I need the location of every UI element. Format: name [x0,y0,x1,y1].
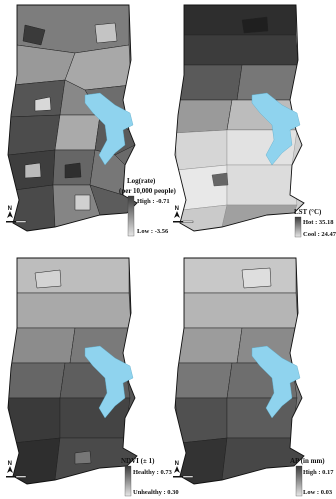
legend-title: NDVI (± 1) [121,457,155,465]
legend-high: High : 0.17 [303,469,334,476]
svg-text:N: N [7,206,12,212]
legend-title: LST (°C) [294,208,322,216]
legend-high: Hot : 35.18 [303,219,334,226]
north-arrow-icon [7,466,13,473]
north-arrow-icon [7,211,13,218]
map-panel-log-rate [5,5,145,235]
map-panel-ndvi [5,258,145,488]
legend-subtitle: (per 10,000 people) [119,187,176,195]
north-arrow-icon [174,211,180,218]
legend-ramp [125,466,131,496]
legend-ramp [128,196,134,236]
legend-high: High : -0.71 [137,198,170,205]
svg-text:N: N [7,461,12,467]
legend-low: Unhealthy : 0.30 [133,489,179,496]
north-arrow-icon [174,466,180,473]
legend-ap [290,457,334,496]
legend-title: Log(rate) [127,177,156,185]
svg-text:N: N [174,206,179,212]
svg-text:N: N [174,461,179,467]
legend-ramp [296,466,302,496]
legend-low: Cool : 24.47 [303,231,336,238]
legend-lst [294,208,336,238]
map-panel-lst [172,5,312,235]
legend-ramp [295,217,301,237]
legend-title: AP (in mm) [290,457,325,465]
legend-ndvi [121,457,179,496]
legend-low: Low : 0.03 [303,489,333,496]
legend-low: Low : -3.56 [137,228,169,235]
legend-high: Healthy : 0.73 [133,469,172,476]
map-panel-ap [172,258,312,488]
